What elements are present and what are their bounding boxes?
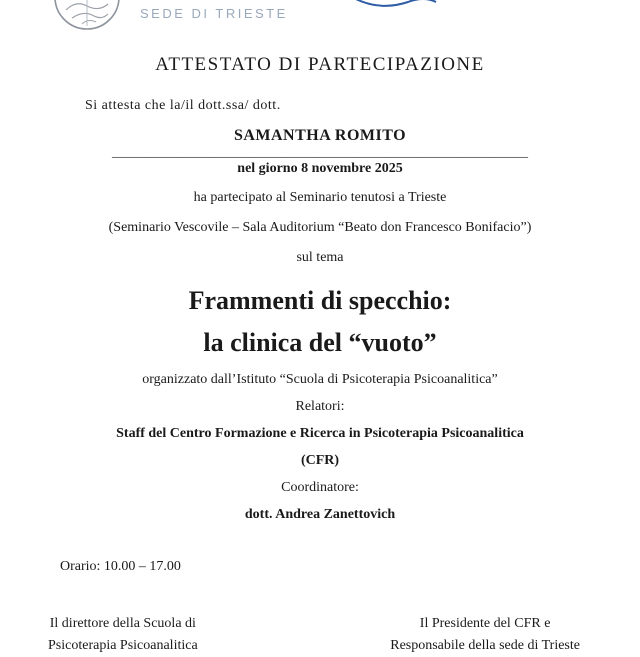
schedule-line: Orario: 10.00 – 17.00 [60, 559, 181, 574]
signature-left [48, 613, 198, 657]
participation-line: ha partecipato al Seminario tenutosi a Trieste [193, 190, 447, 205]
certificate-title: ATTESTATO DI PARTECIPAZIONE [155, 54, 485, 75]
sede-label: SEDE DI TRIESTE [140, 6, 288, 21]
coordinator-name: dott. Andrea Zanettovich [244, 507, 396, 522]
speakers-line1: Staff del Centro Formazione e Ricerca in Psicoterapia Psicoanalitica [116, 426, 524, 441]
seminar-title-line1: Frammenti di specchio: [188, 286, 452, 315]
attest-line: Si attesta che la/il dott.ssa/ dott. [85, 98, 281, 113]
venue-line: (Seminario Vescovile – Sala Auditorium “Beato don Francesco Bonifacio”) [108, 220, 532, 235]
signature-right [390, 613, 580, 657]
topic-intro: sul tema [296, 250, 344, 265]
speakers-line2: (CFR) [300, 453, 340, 468]
signature-right-line1: Il Presidente del CFR e [419, 616, 551, 631]
name-underline: ________________________________________________________________ [112, 144, 528, 159]
signature-row [0, 613, 640, 657]
date-line: nel giorno 8 novembre 2025 [237, 161, 403, 176]
signature-left-line1: Il direttore della Scuola di [49, 616, 196, 631]
speakers-label: Relatori: [295, 399, 345, 414]
signature-left-line2: Psicoterapia Psicoanalitica [48, 638, 198, 653]
seminar-title-line2: la clinica del “vuoto” [203, 328, 437, 357]
organizer-line: organizzato dall’Istituto “Scuola di Psicoterapia Psicoanalitica” [142, 372, 498, 387]
signature-right-line2: Responsabile della sede di Trieste [390, 638, 580, 653]
coordinator-label: Coordinatore: [281, 480, 359, 495]
participant-name: SAMANTHA ROMITO [233, 127, 407, 144]
